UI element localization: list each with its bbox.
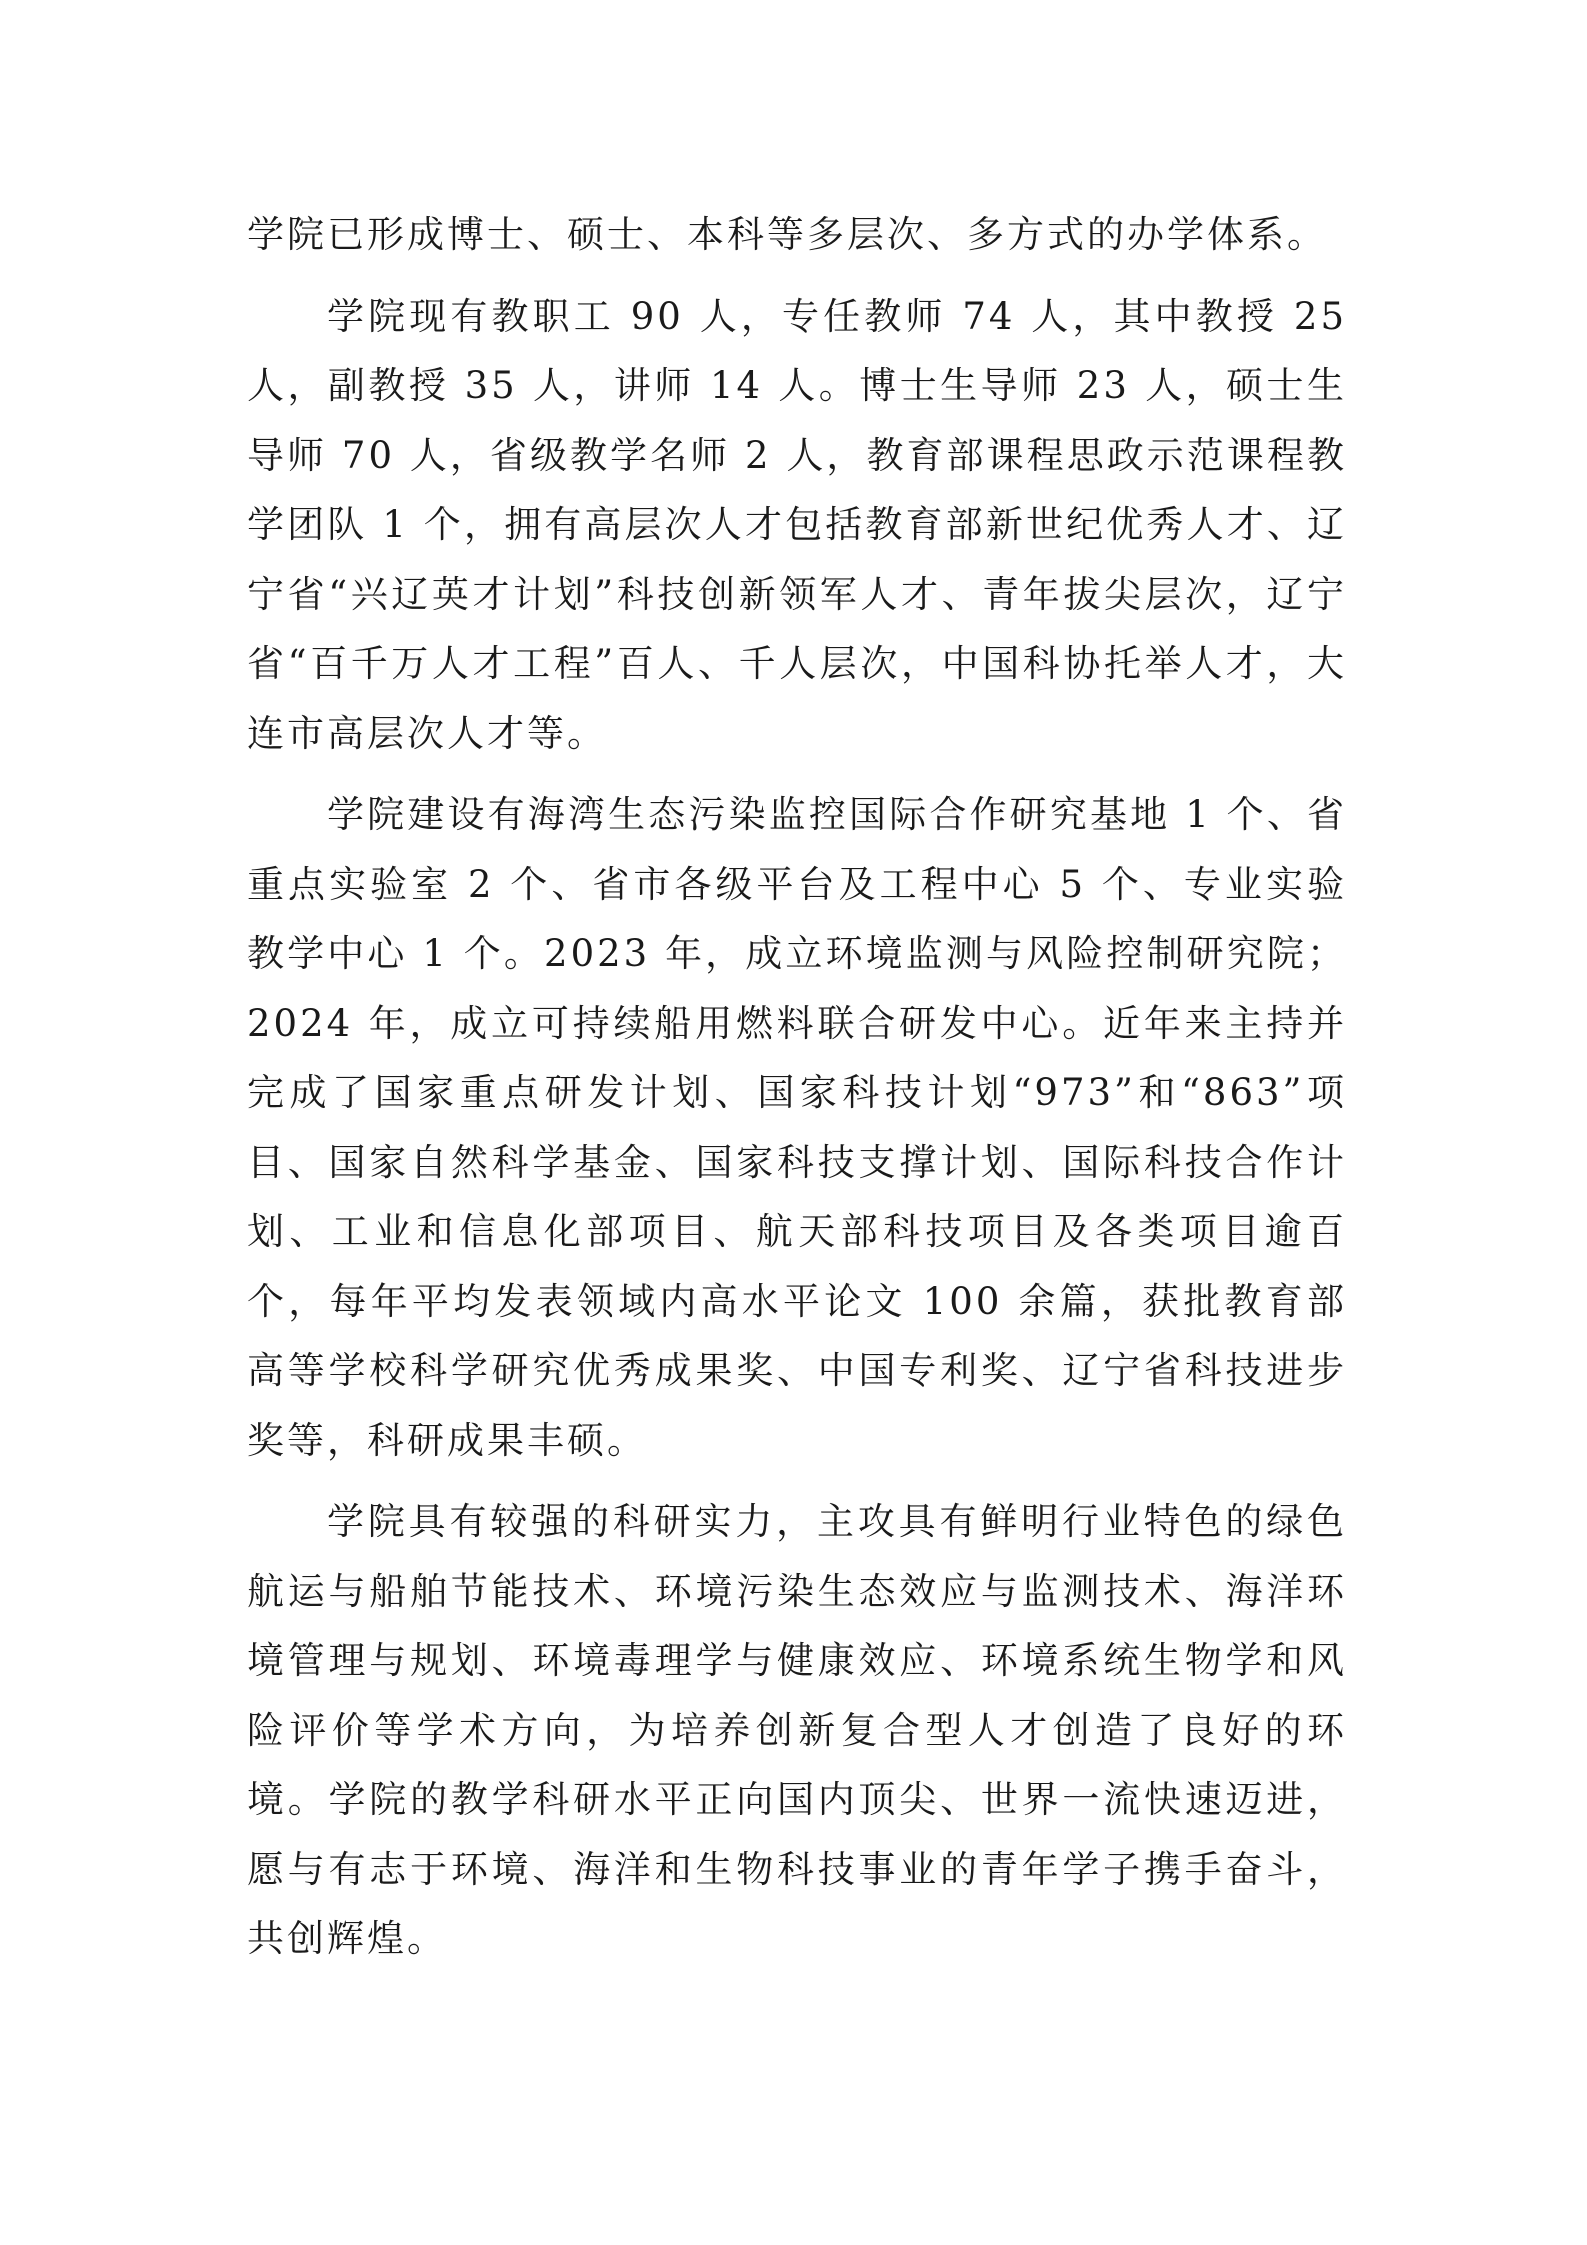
paragraph-continuation: 学院已形成博士、硕士、本科等多层次、多方式的办学体系。: [247, 213, 1327, 256]
paragraph-faculty: 学院现有教职工 90 人，专任教师 74 人，其中教授 25 人，副教授 35 人，讲师 14 人。博士生导师 23 人，硕士生导师 70 人，省级教学名师 2 人，教育部课程思政示范课程教学团队 1 个，拥有高层次人才包括教育部新世纪优秀人才、辽宁省“兴辽英才计划”科技创新领军人才、青年拔尖层次，辽宁省“百千万人才工程”百人、千人层次，中国科协托举人才，大连市高层次人才等。: [247, 294, 1347, 755]
paragraph-research-strength: 学院具有较强的科研实力，主攻具有鲜明行业特色的绿色航运与船舶节能技术、环境污染生态效应与监测技术、海洋环境管理与规划、环境毒理学与健康效应、环境系统生物学和风险评价等学术方向，为培养创新复合型人才创造了良好的环境。学院的教学科研水平正向国内顶尖、世界一流快速迈进，愿与有志于环境、海洋和生物科技事业的青年学子携手奋斗，共创辉煌。: [247, 1500, 1347, 1960]
document-body: [247, 200, 1347, 1986]
paragraph-research-platforms: 学院建设有海湾生态污染监控国际合作研究基地 1 个、省重点实验室 2 个、省市各级平台及工程中心 5 个、专业实验教学中心 1 个。2023 年，成立环境监测与风险控制研究院；2024 年，成立可持续船用燃料联合研发中心。近年来主持并完成了国家重点研发计划、国家科技计划“973”和“863”项目、国家自然科学基金、国家科技支撑计划、国际科技合作计划、工业和信息化部项目、航天部科技项目及各类项目逾百个，每年平均发表领域内高水平论文 100 余篇，获批教育部高等学校科学研究优秀成果奖、中国专利奖、辽宁省科技进步奖等，科研成果丰硕。: [247, 793, 1347, 1462]
